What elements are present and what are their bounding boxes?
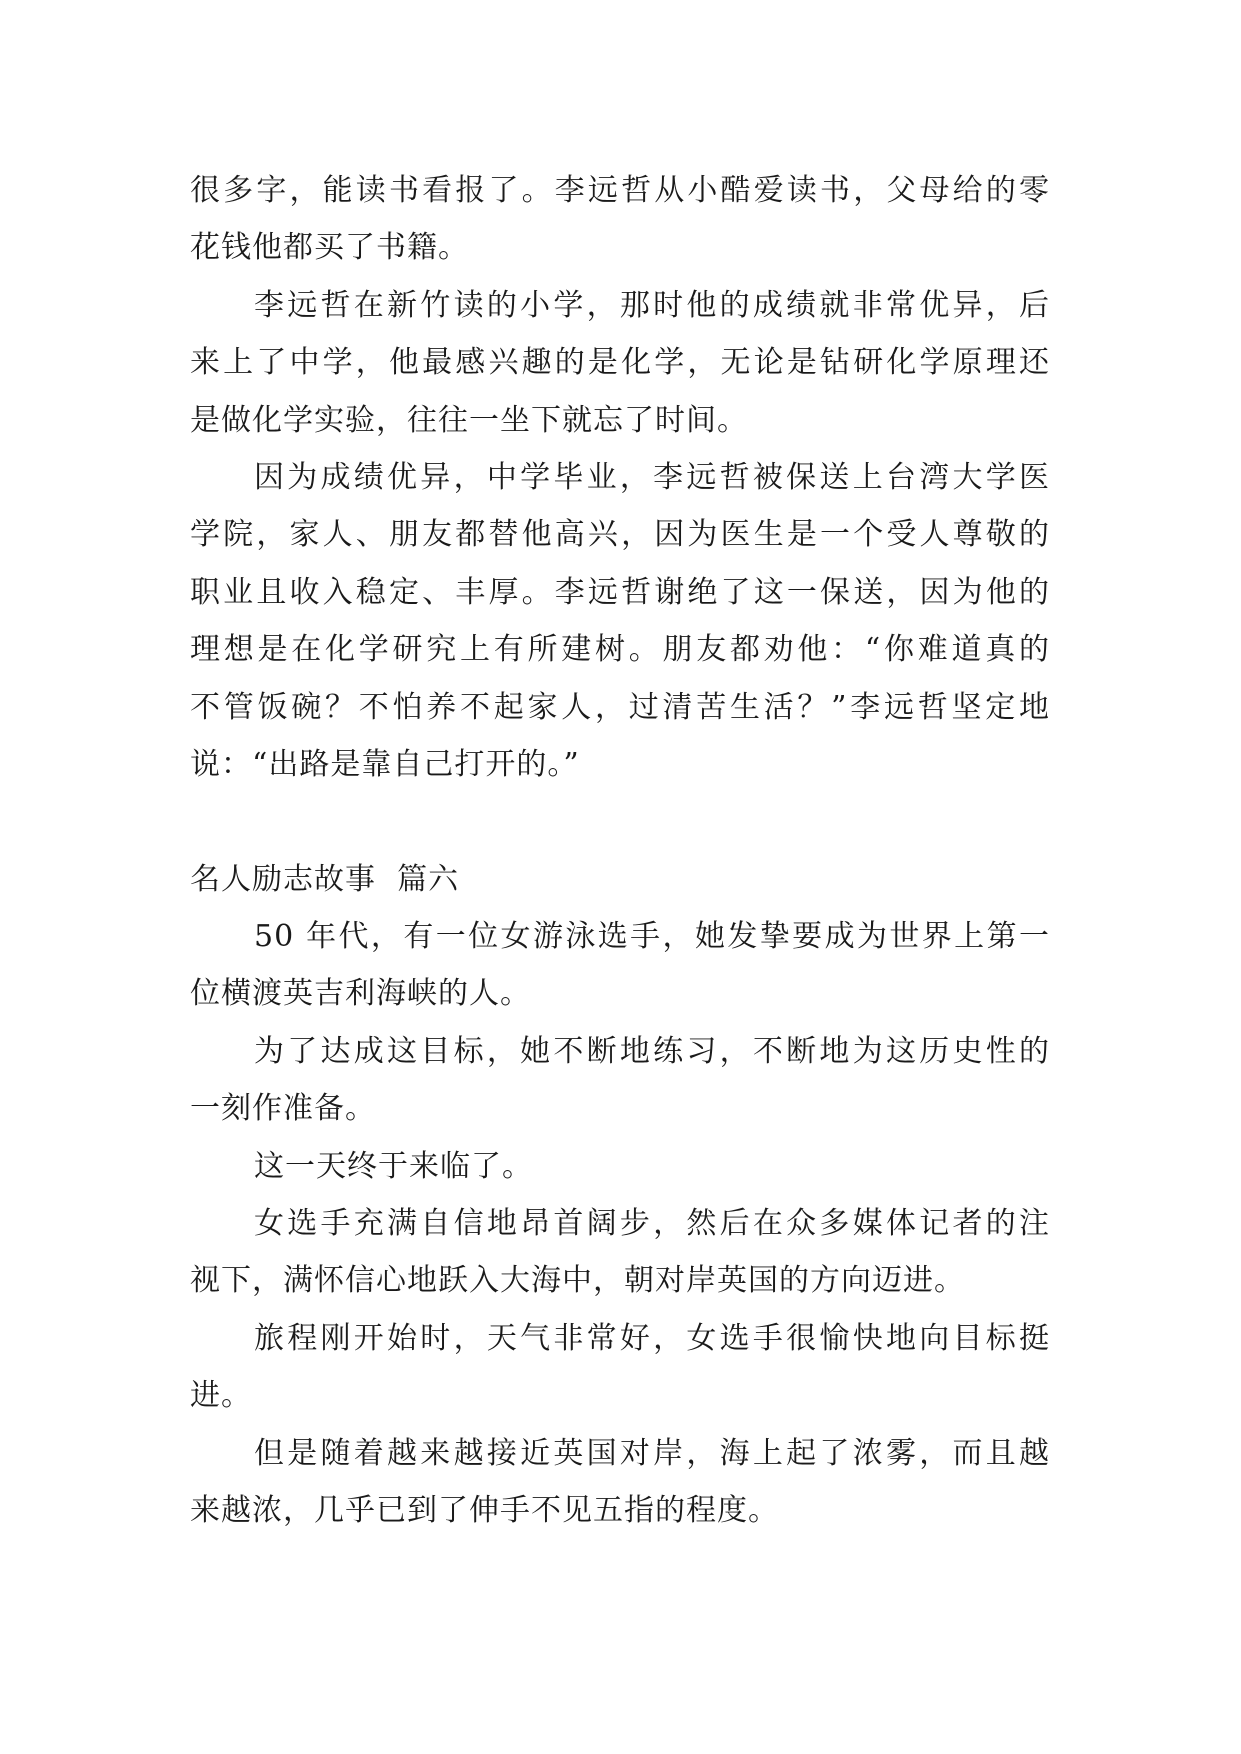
text-line: 花钱他都买了书籍。 — [190, 230, 469, 266]
paragraph-first-line: 为了达成这目标，她不断地练习，不断地为这历史性的 — [254, 1033, 1050, 1069]
paragraph-first-line: 李远哲在新竹读的小学，那时他的成绩就非常优异，后 — [254, 287, 1050, 323]
section-heading: 名人励志故事 篇六 — [190, 861, 460, 897]
text-line: 很多字，能读书看报了。李远哲从小酷爱读书，父母给的零 — [190, 173, 1050, 208]
paragraph-first-line: 这一天终于来临了。 — [254, 1148, 533, 1184]
paragraph-first-line: 女选手充满自信地昂首阔步，然后在众多媒体记者的注 — [254, 1206, 1050, 1242]
paragraph-first-line: 但是随着越来越接近英国对岸，海上起了浓雾，而且越 — [254, 1435, 1050, 1471]
text-line: 职业且收入稳定、丰厚。李远哲谢绝了这一保送，因为他的 — [190, 574, 1050, 610]
text-line: 学院，家人、朋友都替他高兴，因为医生是一个受人尊敬的 — [190, 517, 1050, 553]
text-line: 一刻作准备。 — [190, 1091, 376, 1127]
text-line: 理想是在化学研究上有所建树。朋友都劝他：“你难道真的 — [190, 632, 1050, 668]
text-line: 不管饭碗？不怕养不起家人，过清苦生活？”李远哲坚定地 — [190, 689, 1050, 725]
text-line: 说：“出路是靠自己打开的。” — [190, 746, 580, 782]
text-line: 进。 — [190, 1378, 252, 1414]
text-line: 来上了中学，他最感兴趣的是化学，无论是钻研化学原理还 — [190, 345, 1050, 381]
document-page — [190, 162, 1050, 1539]
text-line: 是做化学实验，往往一坐下就忘了时间。 — [190, 402, 748, 438]
text-line: 位横渡英吉利海峡的人。 — [190, 976, 531, 1012]
section-gap — [190, 793, 1050, 850]
text-line: 来越浓，几乎已到了伸手不见五指的程度。 — [190, 1492, 779, 1528]
paragraph-first-line: 50 年代，有一位女游泳选手，她发挚要成为世界上第一 — [254, 919, 1050, 955]
text-line: 视下，满怀信心地跃入大海中，朝对岸英国的方向迈进。 — [190, 1263, 965, 1299]
paragraph-first-line: 因为成绩优异，中学毕业，李远哲被保送上台湾大学医 — [254, 459, 1050, 495]
paragraph-first-line: 旅程刚开始时，天气非常好，女选手很愉快地向目标挺 — [254, 1320, 1050, 1356]
